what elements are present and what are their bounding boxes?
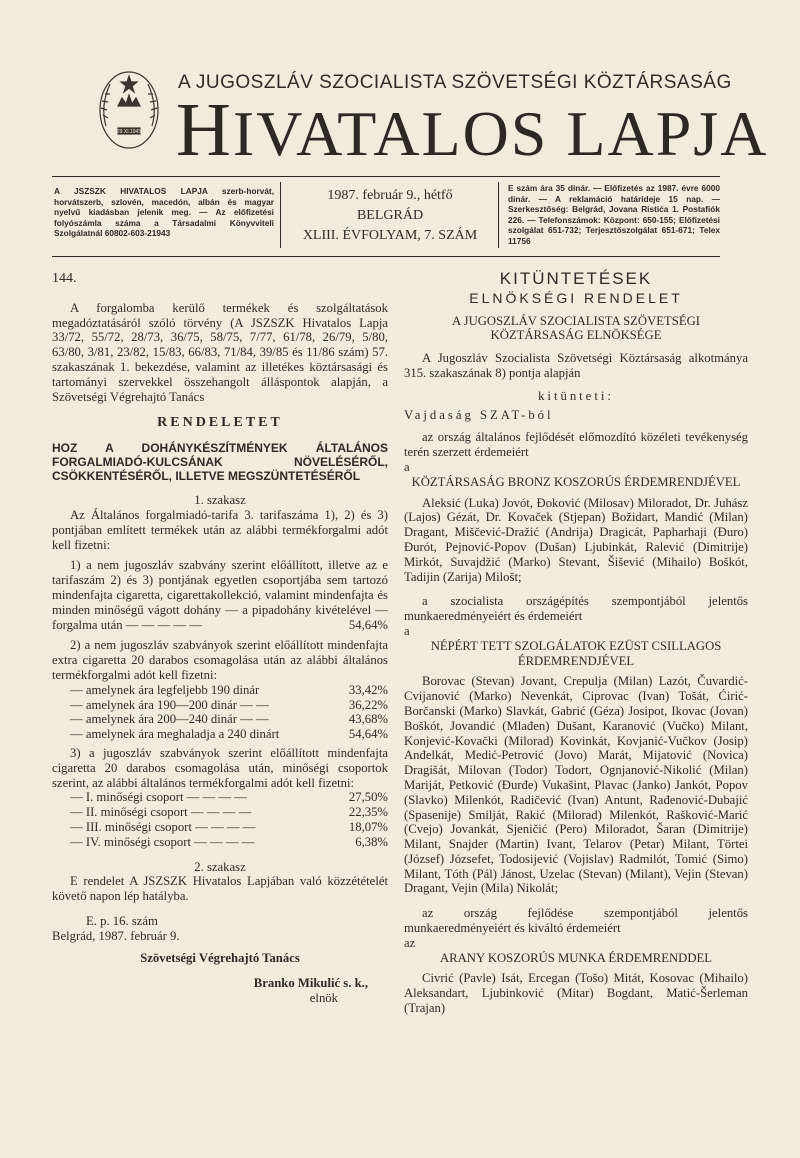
presidency-decree-heading: ELNÖKSÉGI RENDELET xyxy=(469,289,683,306)
header-divider-left xyxy=(280,182,281,248)
rate-value: 18,07% xyxy=(348,819,388,834)
point-2-text: 2) a nem jugoszláv szabványok szerint előállított mindenfajta extra cigaretta 20 darabos csomagolása után az alábbi általános termékforgalmi adót kell fizetni: xyxy=(52,638,388,682)
issue-place: BELGRÁD xyxy=(356,208,424,223)
reference-number: E. p. 16. szám xyxy=(86,913,158,928)
rate-value: 27,50% xyxy=(348,790,388,805)
award-verb: kitünteti: xyxy=(538,388,614,403)
rate-row xyxy=(70,683,388,698)
rate-value: 36,22% xyxy=(348,697,388,712)
section-1-text: Az Általános forgalmiadó-tarifa 3. tarifaszáma 1), 2) és 3) pontjában említett termékek után az alábbi termékforgalmi adót kell fizetni: xyxy=(52,507,388,552)
republic-name: A JUGOSZLÁV SZOCIALISTA SZÖVETSÉGI KÖZTÁRSASÁG xyxy=(178,72,732,93)
rate-label: — amelynek ára meghaladja a 240 dinárt xyxy=(70,727,280,742)
header-top-rule xyxy=(52,176,720,177)
order-3: ARANY KOSZORÚS MUNKA ÉRDEMRENDDEL xyxy=(440,950,712,965)
decree-intro: A forgalomba kerülő termékek és szolgáltatások megadóztatásáról szóló törvény (A JSZSZK Hivatalos Lapja 33/72, 55/72, 28/73, 36/75, 58/75, 7/77, 61/78, 26/79, 5/80, 63/80, 3/81, 23/82, 15/83, 66/83, 71/84, 39/85 és 11/86 szám) 57. szakaszának 1. bekezdése, valamint az illetékes köztársasági és tartományi szervekkel összehangolt álláspontok alapján, a Szövetségi Végrehajtó Tanács xyxy=(52,300,388,404)
rate-row xyxy=(70,790,388,805)
point-1-dashes: — — — — — xyxy=(125,617,202,632)
section-2-text: E rendelet A JSZSZK Hivatalos Lapjában való közzétételét követő napon lép hatályba. xyxy=(52,874,388,904)
publication-info: A JSZSZK HIVATALOS LAPJA szerb-horvát, horvátszerb, szlovén, macedón, albán és magyar nyelvű kiadásban jelenik meg. — Az előfizetési folyószámla száma a Társadalmi Könyvviteli Szolgálatnál 60802-603-21943 xyxy=(54,186,274,238)
rate-label: — I. minőségi csoport — — — — xyxy=(70,790,247,805)
issuer: A JUGOSZLÁV SZOCIALISTA SZÖVETSÉGI KÖZTÁRSASÁG ELNÖKSÉGE xyxy=(452,313,700,343)
rate-value: 33,42% xyxy=(348,682,388,697)
article-a-2: a xyxy=(404,623,410,638)
state-emblem-icon xyxy=(96,66,162,156)
rate-label: — amelynek ára 200—240 dinár — — xyxy=(70,712,269,727)
left-column xyxy=(52,272,388,1006)
emblem-date: 29.XI.1943 xyxy=(116,129,142,135)
award-region: Vajdaság SZAT-ból xyxy=(404,407,554,422)
article-number: 144. xyxy=(52,271,77,286)
journal-title-initial: H xyxy=(176,88,233,172)
point-1-rate: 54,64% xyxy=(348,617,388,632)
section-1-heading: 1. szakasz xyxy=(194,493,246,508)
rate-label: — amelynek ára legfeljebb 190 dinár xyxy=(70,682,260,697)
rate-row xyxy=(70,835,388,850)
rate-label: — amelynek ára 190—200 dinár — — xyxy=(70,697,269,712)
rate-row xyxy=(70,712,388,727)
rate-row xyxy=(70,805,388,820)
header-bottom-rule xyxy=(52,256,720,257)
order-2: NÉPÉRT TETT SZOLGÁLATOK EZÜST CSILLAGOS ÉRDEMRENDJÉVEL xyxy=(430,638,722,668)
point-1-body: 1) a nem jugoszláv szabvány szerint előállított, illetve az e tarifaszám 2) és 3) pontjának egyetlen csoportjába sem tartozó mindenfajta cigaretta, cigarettakollekció, valamint mindenfajta és minden minőségű vágott dohány — a pipadohány kivételével — forgalma után xyxy=(52,558,388,632)
price-info: E szám ára 35 dinár. — Előfizetés az 1987. évre 6000 dinár. — A reklamáció határideje 15 nap. — Szerkesztőség: Belgrád, Jovana Ristića 1. Postafiók 226. — Telefonszámok: Központ: 650-155; Előfizetési szolgálat 651-732; Terjesztőszolgálat 651-671; Telex 11756 xyxy=(508,183,720,246)
signer-role: elnök xyxy=(309,991,338,1006)
issue-date: 1987. február 9., hétfő xyxy=(327,188,453,203)
right-column xyxy=(404,269,748,1016)
point-3-rate-list xyxy=(52,790,388,849)
reason-2: a szocialista országépítés szempontjából jelentős munkaeredményeiért és érdemeiért xyxy=(404,594,748,624)
issue-info xyxy=(290,186,490,246)
reference-place-date: Belgrád, 1987. február 9. xyxy=(52,928,180,943)
signer-name: Branko Mikulić s. k., xyxy=(253,976,368,991)
issue-volume: XLIII. ÉVFOLYAM, 7. SZÁM xyxy=(302,228,478,243)
rate-value: 6,38% xyxy=(355,834,388,849)
rate-row xyxy=(70,820,388,835)
journal-title xyxy=(176,88,769,172)
awards-heading: KITÜNTETÉSEK xyxy=(499,269,653,288)
decree-title: HOZ A DOHÁNYKÉSZÍTMÉNYEK ÁLTALÁNOS FORGALMIADÓ-KULCSÁNAK NÖVELÉSÉRŐL, CSÖKKENTÉSÉRŐL, ILLETVE MEGSZÜNTETÉSÉRŐL xyxy=(52,441,388,484)
point-3-text: 3) a jugoszláv szabványok szerint előállított mindenfajta cigaretta 20 darabos csomagolása után, minőségi csoportok szerint, az alábbi általános termékforgalmi adót kell fizetni: xyxy=(52,745,388,790)
header-divider-right xyxy=(498,182,499,248)
recipients-1: Aleksić (Luka) Jovót, Đoković (Milosav) Miloradot, Dr. Juhász (Lajos) Gézát, Dr. Kovaček (Stjepan) Božidart, Mandić (Milan) Dragant, Miščević-Dražić (Andrija) Dragicát, Papharhaji (Đuro) Đurót, Pejnović-Popov (Dušan) Ljubinkát, Ralević (Dimitrije) Mirkót, Suvajdžić (Marko) Stevant, Šišević (Mihailo) Boškót, Tadijin (Zarija) Milošt; xyxy=(404,495,748,584)
article-az-3: az xyxy=(404,935,416,950)
decree-heading: RENDELETET xyxy=(157,415,283,431)
recipients-3: Civrić (Pavle) Isát, Ercegan (Tošo) Mitát, Kosovac (Mihailo) Aleksandart, Ljubinković (Mitar) Bogdant, Matić-Šerleman (Trajan) xyxy=(404,971,748,1016)
section-2-heading: 2. szakasz xyxy=(194,859,246,874)
rate-label: — IV. minőségi csoport — — — — xyxy=(70,834,255,849)
recipients-2: Borovac (Stevan) Jovant, Crepulja (Milan) Lazót, Čuvardić-Cvijanović (Marko) Nevenkát, Ciprovac (Ivan) Tošát, Ćirić-Borčanski (Marko) Slavkát, Gabrić (Géza) Josipot, Ikovac (Jovan) Boškót, Jovandić (Mlađen) Dušant, Karanović (Vučko) Milant, Konjević-Kovački (Milorad) Kovinkát, Kovjanić-Vučkov (Josip) Anđelkát, Medić-Petrović (Jovo) Marát, Mijatović (Novica) Dragišát, Milovan (Todor) Todort, Ognjanović-Nikolić (Milan) Mariját, Petković (Đurđe) Vukašint, Plavac (Janko) Jankót, Popov (Slavko) Milenkót, Radičević (Ivan) Antunt, Rađenović-Dubajić (Spasenije) Smilját, Rakić (Milorad) Milenkót, Rašković-Marić (Cvejo) Jovankát, Sjeničić (Pero) Miloradot, Šaran (Dimitrije) Milant, Snajder (Martin) Ivant, Telarov (Petar) Milant, Törtei (József) Józsefet, Todosijević (Vojislav) Radmilót, Tomić (Simo) Milant, Tóth (Pál) Jánost, Uzelac (Stevan) (Milant), Vejin (Stevan) Dragant, Vejin (Mila) Nikolát; xyxy=(404,674,748,896)
legal-basis: A Jugoszláv Szocialista Szövetségi Köztársaság alkotmánya 315. szakaszának 8) pontja alapján xyxy=(404,351,748,380)
article-a-1: a xyxy=(404,459,410,474)
rate-label: — II. minőségi csoport — — — — xyxy=(70,805,252,820)
journal-title-rest: IVATALOS LAPJA xyxy=(232,98,769,169)
council-name: Szövetségi Végrehajtó Tanács xyxy=(140,951,300,966)
reason-3: az ország fejlődése szempontjából jelentős munkaeredményeiért és kiváltó érdemeiért xyxy=(404,906,748,936)
rate-row xyxy=(70,698,388,713)
point-1-text xyxy=(52,558,388,632)
rate-value: 43,68% xyxy=(348,712,388,727)
rate-value: 54,64% xyxy=(348,727,388,742)
reason-1: az ország általános fejlődését előmozdító közéleti tevékenység terén szerzett érdemeiért xyxy=(404,430,748,460)
rate-label: — III. minőségi csoport — — — — xyxy=(70,819,256,834)
order-1: KÖZTÁRSASÁG BRONZ KOSZORÚS ÉRDEMRENDJÉVEL xyxy=(411,474,741,489)
rate-row xyxy=(70,727,388,742)
rate-value: 22,35% xyxy=(348,805,388,820)
point-2-rate-list xyxy=(52,683,388,742)
